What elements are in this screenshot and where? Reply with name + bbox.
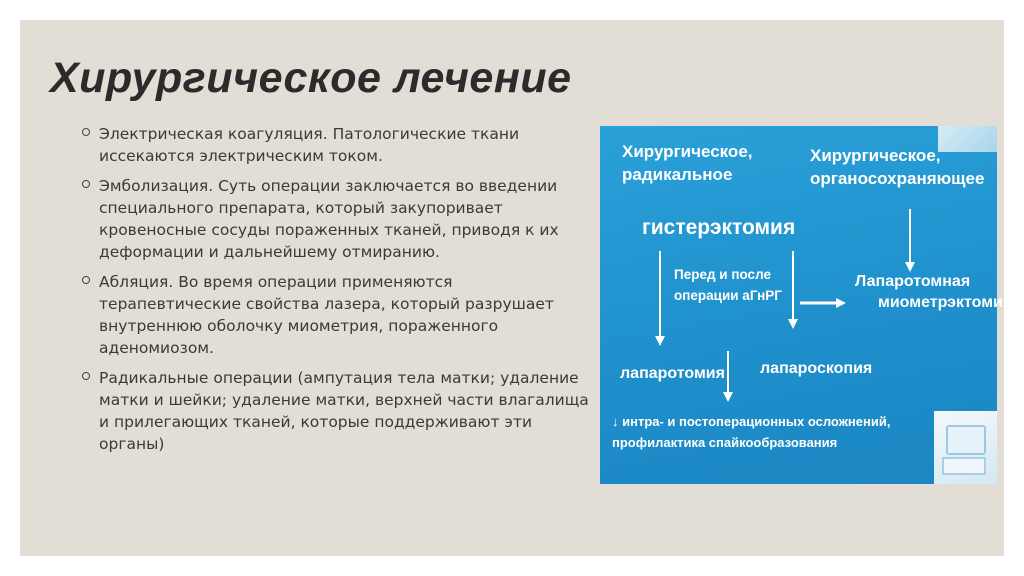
- slide-title: Хирургическое лечение: [50, 54, 572, 102]
- bullet-item: [82, 123, 592, 167]
- bullet-item: [82, 175, 592, 263]
- radical-surgery-label: Хирургическое, радикальное: [622, 142, 753, 184]
- bullet-icon: [82, 128, 90, 136]
- complications-label: ↓ интра- и постоперационных осложнений, профилактика спайкообразования: [612, 414, 891, 450]
- hysterectomy-label: гистерэктомия: [642, 216, 796, 239]
- treatment-diagram: [600, 126, 1013, 484]
- bullet-icon: [82, 372, 90, 380]
- bullet-icon: [82, 276, 90, 284]
- bullet-list: [82, 123, 592, 463]
- arrow-head-left: [655, 336, 665, 346]
- before-after-label: Перед и после операции аГнРГ: [674, 267, 782, 303]
- laparotomic-myomectomy-label: Лапаротомная миометрэктомия: [855, 273, 1013, 311]
- bullet-item: [82, 271, 592, 359]
- bullet-text: Эмболизация. Суть операции заключается во введении специального препарата, который закупоривает кровеносные сосуды пораженных тканей, приводя к их деформации и дальнейшему отмиранию.: [99, 177, 559, 261]
- arrow-head-middle: [788, 319, 798, 329]
- laparotomy-label: лапаротомия: [620, 365, 725, 382]
- slide: [20, 20, 1013, 556]
- arrow-head-right: [836, 298, 846, 308]
- organ-sparing-surgery-label: Хирургическое, органосохраняющее: [810, 146, 985, 188]
- bullet-text: Радикальные операции (ампутация тела матки; удаление матки и шейки; удаление матки, верхней части влагалища и прилегающих тканей, которые поддерживают эти органы): [99, 369, 589, 453]
- bullet-text: Абляция. Во время операции применяются терапевтические свойства лазера, который разрушает внутреннюю оболочку миометрия, пораженного аденомиозом.: [99, 273, 554, 357]
- arrow-head-laparotomy: [723, 392, 733, 402]
- bullet-icon: [82, 180, 90, 188]
- bullet-item: [82, 367, 592, 455]
- laparoscopy-label: лапароскопия: [760, 360, 873, 377]
- bullet-text: Электрическая коагуляция. Патологические ткани иссекаются электрическим током.: [99, 125, 520, 165]
